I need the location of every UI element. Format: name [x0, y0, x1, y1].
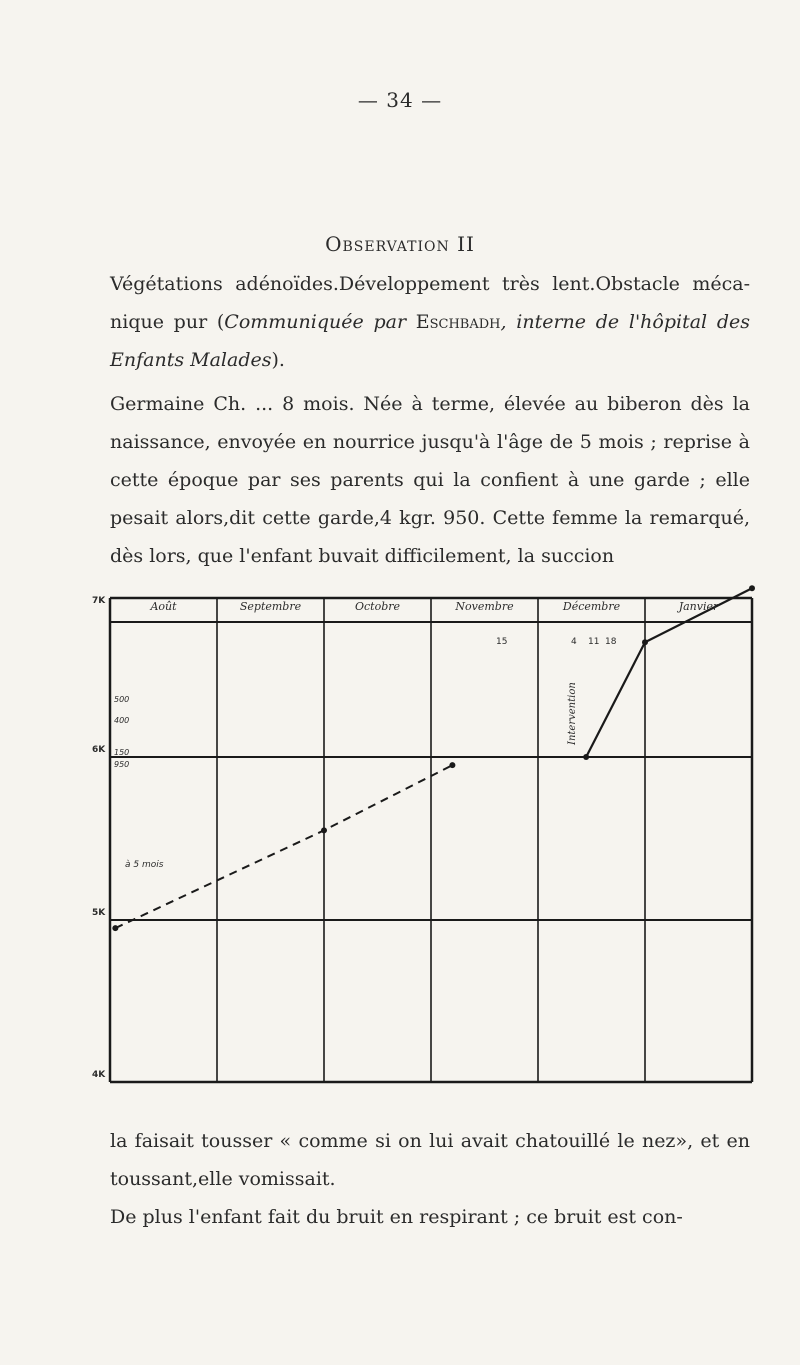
age-label: à 5 mois	[125, 860, 164, 870]
weight-margin-label: 5K	[92, 908, 106, 918]
weight-data-point	[449, 762, 455, 768]
intro-text: Végétations adénoïdes.Développement très lent.Obstacle mécanique pur	[110, 273, 750, 333]
after-text-2: De plus l'enfant fait du bruit en respirant ; ce bruit est con-	[110, 1206, 683, 1228]
month-label: Août	[150, 600, 177, 613]
day-label: 15	[496, 637, 508, 647]
month-label: Novembre	[455, 600, 514, 613]
case-paragraph: Germaine Ch. ... 8 mois. Née à terme, élevée au biberon dès la naissance, envoyée en nourrice jusqu'à l'âge de 5 mois ; reprise à cette époque par ses parents qui la confient à une garde ; elle pesait alors,dit cette garde,4 kgr. 950. Cette femme la remarqué, dès lors, que l'enfant buvait difficilement, la succion	[110, 393, 750, 567]
observation-title: Observation II	[325, 232, 475, 256]
month-label: Décembre	[562, 600, 621, 613]
month-label: Octobre	[354, 600, 401, 613]
intro-paren-open: (	[207, 311, 225, 333]
month-label: Janvier	[678, 600, 719, 613]
intro-italic-2: , interne de l'hôpital des Enfants Malades	[110, 311, 750, 371]
day-label: 11	[588, 637, 600, 647]
weight-margin-label: 7K	[92, 596, 106, 606]
day-label: 18	[605, 637, 617, 647]
scale-label: 150	[114, 748, 130, 757]
weight-data-point	[112, 925, 118, 931]
weight-series-line	[586, 588, 752, 757]
weight-margin-label: 4K	[92, 1070, 106, 1080]
chart-series	[112, 585, 755, 931]
intro-paren-close: ).	[271, 349, 285, 371]
intervention-label: Intervention	[567, 682, 578, 745]
after-text-1: la faisait tousser « comme si on lui avait chatouillé le nez», et en toussant,elle vomissait.	[110, 1130, 750, 1190]
day-label: 4	[571, 637, 577, 647]
weight-data-point	[749, 585, 755, 591]
chart-grid	[110, 598, 752, 1082]
scale-label: 500	[114, 695, 130, 704]
scale-label: 950	[114, 760, 130, 769]
intro-italic-1: Communiquée par	[224, 311, 416, 333]
weight-series-line	[115, 765, 452, 928]
weight-data-point	[321, 827, 327, 833]
month-label: Septembre	[239, 600, 302, 613]
weight-margin-label: 6K	[92, 745, 106, 755]
weight-data-point	[583, 754, 589, 760]
weight-data-point	[642, 639, 648, 645]
intro-author: Eschbadh	[415, 311, 501, 333]
after-paragraph	[110, 1122, 750, 1236]
scale-label: 400	[114, 716, 130, 725]
page-number: — 34 —	[357, 88, 443, 112]
